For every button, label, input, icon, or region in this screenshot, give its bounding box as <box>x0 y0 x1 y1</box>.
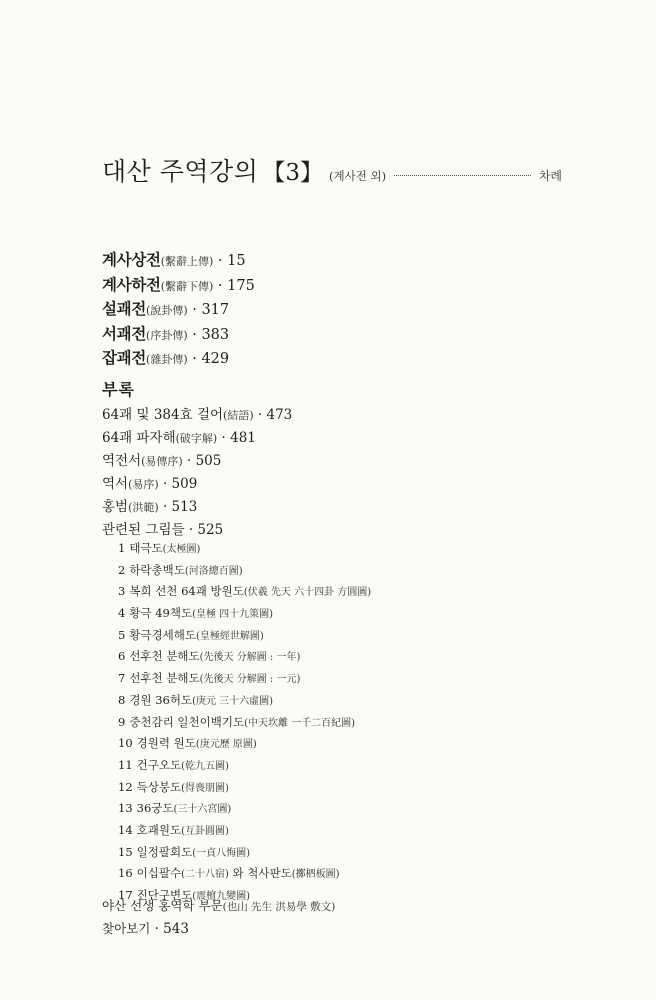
figure-number: 2 <box>118 562 126 577</box>
entry-title: 잡괘전 <box>102 348 147 367</box>
figure-hanja: (互卦圓圖) <box>181 825 229 837</box>
toc-entry[interactable] <box>102 297 255 322</box>
entry-page: · 317 <box>187 302 230 318</box>
figure-hanja: (河洛總百圖) <box>184 565 243 577</box>
figure-title: 호괘원도 <box>136 822 182 837</box>
figure-number: 6 <box>118 649 126 664</box>
figure-hanja: (二十八宿) <box>181 869 229 881</box>
contents-label: 차례 <box>538 169 562 183</box>
entry-hanja: (序卦傳) <box>146 328 188 342</box>
entry-title: 계사상전 <box>102 250 161 269</box>
figure-number: 12 <box>118 779 133 794</box>
figure-title: 태극도 <box>129 541 163 555</box>
figure-list <box>118 538 371 907</box>
contents-title <box>102 152 562 188</box>
figure-hanja: (三十六宮圖) <box>173 804 232 816</box>
entry-hanja: (說卦傳) <box>146 304 188 317</box>
toc-entry[interactable] <box>102 425 292 448</box>
entry-hanja: (洪範) <box>128 501 159 514</box>
figure-title: 득상붕도 <box>136 779 182 794</box>
entry-page: · 525 <box>184 522 224 538</box>
figure-hanja: (庚元 三十六虛圖) <box>192 695 274 707</box>
entry-page: · 543 <box>150 921 189 937</box>
entry-page: · 429 <box>187 351 230 367</box>
entry-page: · 513 <box>158 499 198 515</box>
figure-entry[interactable] <box>118 690 371 712</box>
figure-title: 건구오도 <box>136 757 182 772</box>
figure-number: 16 <box>118 866 133 881</box>
entry-page: · 473 <box>253 407 293 423</box>
figure-title: 이십팔수 <box>136 866 182 881</box>
toc-entry[interactable] <box>102 346 255 371</box>
entry-page: · 481 <box>217 430 256 446</box>
toc-entry[interactable] <box>102 916 335 939</box>
entry-title: 홍범 <box>102 499 129 515</box>
toc-entry[interactable] <box>102 893 335 916</box>
entry-title: 설괘전 <box>102 299 147 318</box>
entry-page: · 509 <box>158 476 198 492</box>
figure-hanja: (皇極經世解圖) <box>195 630 264 642</box>
figure-entry[interactable] <box>118 777 371 799</box>
figure-number: 17 <box>118 888 133 902</box>
figure-entry[interactable] <box>118 646 371 668</box>
figure-hanja: (皇極 四十九策圖) <box>192 609 274 621</box>
figure-entry[interactable] <box>118 603 371 625</box>
figure-title: 선후천 분해도 <box>129 649 200 664</box>
toc-entry[interactable] <box>102 471 292 494</box>
entry-title: 역전서 <box>102 453 142 469</box>
figure-title: 중천감리 일천이백기도 <box>129 714 245 729</box>
figure-number: 9 <box>118 714 126 729</box>
figure-title-cont: 와 척사판도 <box>228 866 292 881</box>
appendix-heading: 부록 <box>102 380 135 399</box>
figure-hanja: (得喪朋圖) <box>181 782 229 794</box>
book-title: 대산 주역강의 <box>102 157 259 186</box>
entry-title: 64괘 파자해 <box>102 430 176 446</box>
figure-entry[interactable] <box>118 712 371 734</box>
figure-hanja: (太極圖) <box>162 544 201 555</box>
figure-entry[interactable] <box>118 863 371 885</box>
entry-title: 야산 선생 홍역학 부문 <box>102 898 223 913</box>
figure-entry[interactable] <box>118 733 371 755</box>
figure-number: 15 <box>118 844 133 859</box>
figure-title: 경원 36허도 <box>129 692 193 707</box>
entry-title: 관련된 그림들 <box>102 522 185 538</box>
figure-title: 복희 선천 64괘 방원도 <box>129 584 244 599</box>
entry-page: · 15 <box>213 253 246 269</box>
figure-hanja: (先後天 分解圖 : 一元) <box>199 674 301 686</box>
closing-list <box>102 893 335 939</box>
book-subtitle: (계사전 외) <box>329 169 387 183</box>
figure-entry[interactable] <box>118 625 371 647</box>
figure-title: 하락총백도 <box>129 562 185 577</box>
appendix-list <box>102 402 292 540</box>
leader-dots <box>394 174 531 176</box>
figure-title: 황극경세해도 <box>129 627 196 642</box>
figure-entry[interactable] <box>118 538 371 560</box>
entry-title: 서괘전 <box>102 323 147 343</box>
entry-page: · 383 <box>187 326 230 343</box>
figure-entry[interactable] <box>118 798 371 820</box>
figure-title: 선후천 분해도 <box>129 671 200 686</box>
figure-entry[interactable] <box>118 581 371 603</box>
figure-entry[interactable] <box>118 560 371 582</box>
toc-entry[interactable] <box>102 448 292 471</box>
figure-title: 36궁도 <box>136 801 174 816</box>
toc-entry[interactable] <box>102 517 292 540</box>
figure-title: 황극 49책도 <box>129 606 193 621</box>
entry-title: 계사하전 <box>102 274 161 294</box>
entry-hanja: (繫辭下傳) <box>160 279 214 293</box>
entry-hanja: (雜卦傳) <box>146 353 188 366</box>
figure-number: 8 <box>118 692 126 707</box>
entry-hanja: (繫辭上傳) <box>160 255 214 268</box>
figure-number: 11 <box>118 757 133 772</box>
entry-hanja: (破字解) <box>175 432 218 445</box>
toc-entry[interactable] <box>102 322 255 347</box>
figure-hanja: (中天坎離 一千二百紀圖) <box>244 717 356 729</box>
entry-page: · 505 <box>182 453 222 469</box>
toc-entry[interactable] <box>102 248 255 273</box>
figure-title: 경원력 원도 <box>136 736 196 751</box>
figure-hanja: (伏羲 先天 六十四卦 方圓圖) <box>243 587 372 599</box>
figure-title: 진단구변도 <box>136 888 193 902</box>
entry-title: 역서 <box>102 476 129 492</box>
figure-number: 4 <box>118 606 126 621</box>
toc-entry[interactable] <box>102 494 292 517</box>
toc-entry[interactable] <box>102 273 255 298</box>
figure-number: 7 <box>118 671 126 686</box>
figure-entry[interactable] <box>118 668 371 690</box>
entry-hanja: (也山 先生 洪易學 敷文) <box>222 901 336 913</box>
toc-entry[interactable] <box>102 402 292 425</box>
figure-number: 14 <box>118 822 133 837</box>
figure-number: 5 <box>118 627 126 642</box>
figure-number: 3 <box>118 584 126 599</box>
figure-entry[interactable] <box>118 820 371 842</box>
figure-hanja: (一貞八悔圖) <box>192 847 250 859</box>
figure-hanja: (震檀九變圖) <box>192 891 250 902</box>
figure-hanja-cont: (擲柶板圖) <box>291 869 340 881</box>
figure-entry[interactable] <box>118 842 371 864</box>
figure-title: 일정팔회도 <box>136 844 193 859</box>
figure-number: 13 <box>118 801 133 816</box>
figure-number: 10 <box>118 736 133 751</box>
entry-hanja: (易序) <box>128 478 159 491</box>
entry-page: · 175 <box>213 277 255 294</box>
main-chapter-list <box>102 248 255 371</box>
figure-hanja: (乾九五圖) <box>181 760 229 772</box>
volume-number: 【3】 <box>262 160 323 186</box>
entry-hanja: (易傳序) <box>141 455 183 468</box>
figure-number: 1 <box>118 541 126 555</box>
figure-hanja: (先後天 分解圖 : 一年) <box>199 652 301 664</box>
figure-entry[interactable] <box>118 755 371 777</box>
entry-title: 찾아보기 <box>102 921 151 936</box>
entry-title: 64괘 및 384효 걸어 <box>102 407 224 423</box>
entry-hanja: (結語) <box>223 409 254 422</box>
figure-hanja: (庚元歷 原圖) <box>195 739 257 751</box>
